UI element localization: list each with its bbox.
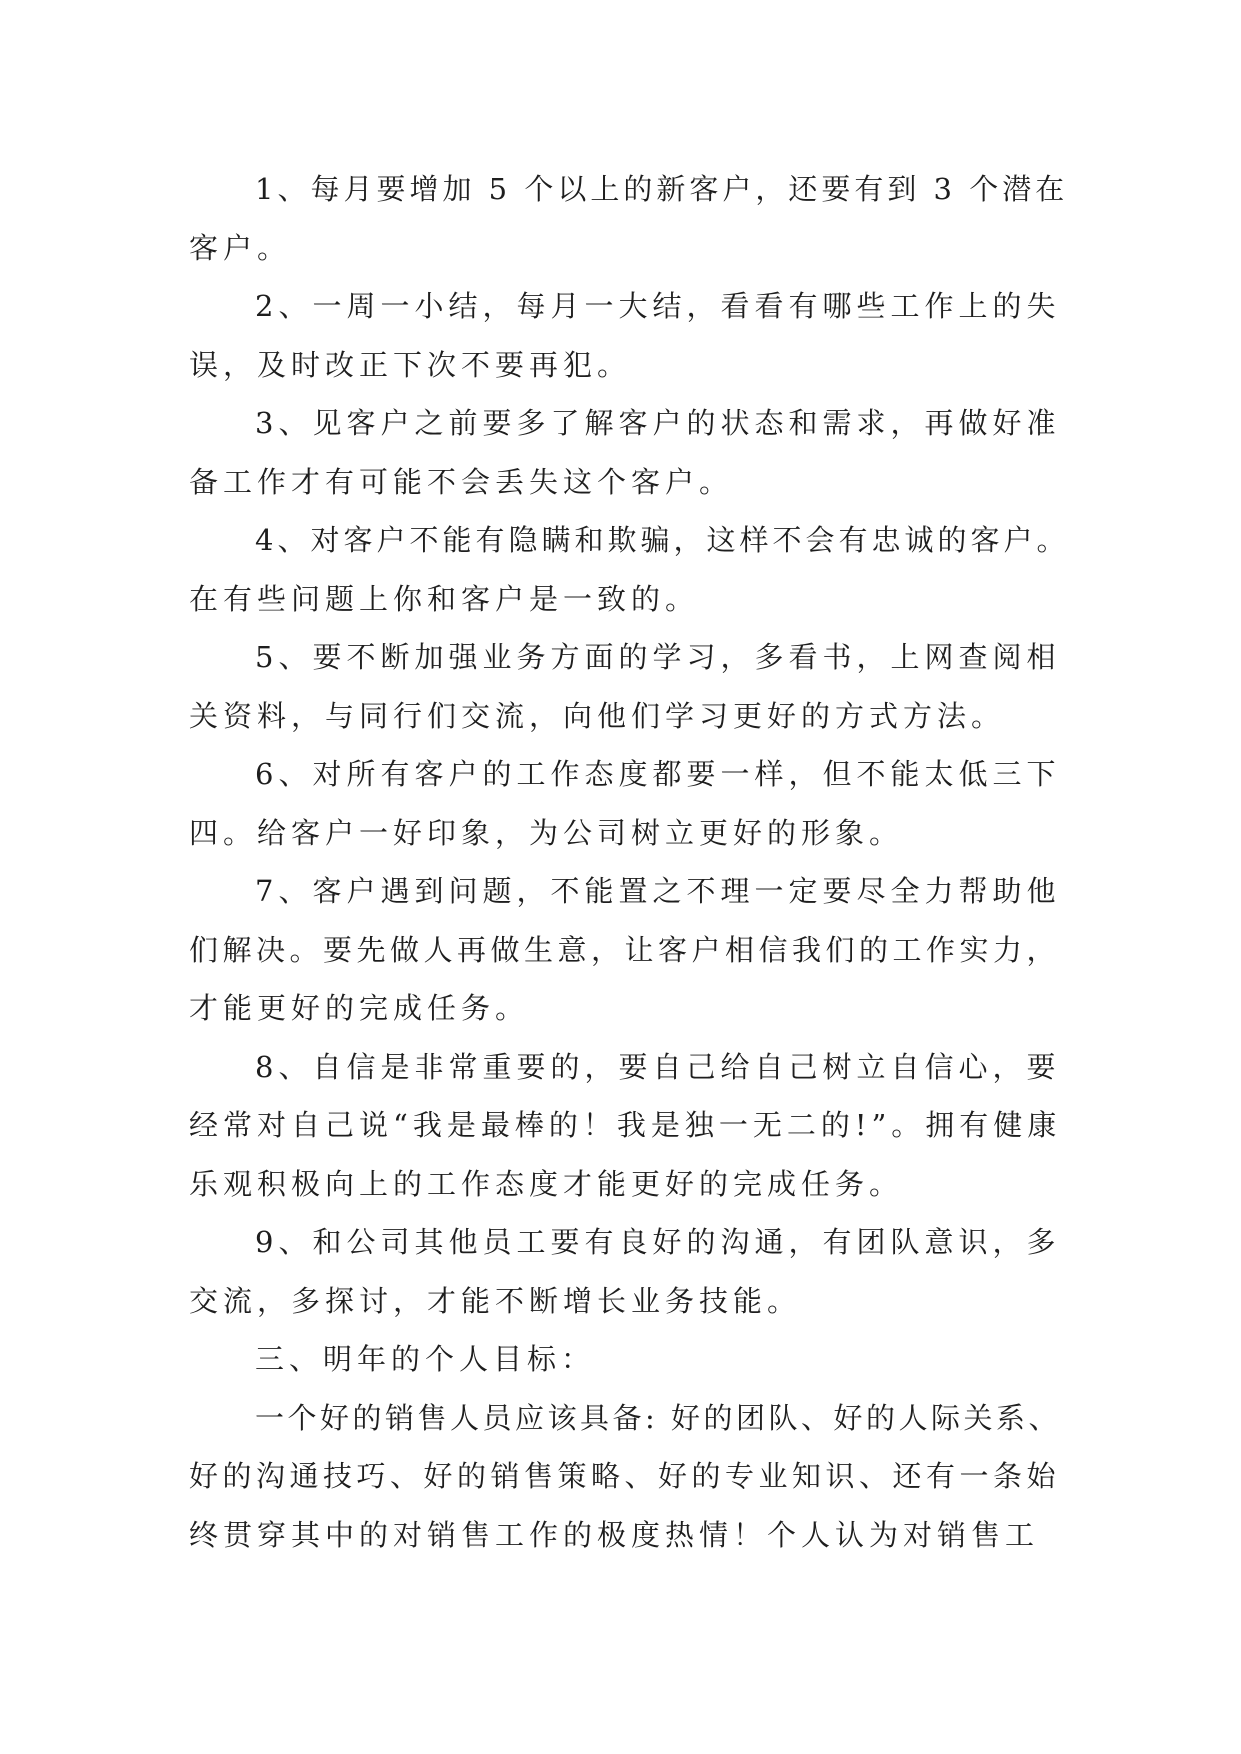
paragraph-line: 关资料，与同行们交流，向他们学习更好的方式方法。 xyxy=(189,698,1006,733)
paragraph-line: 8、自信是非常重要的，要自己给自己树立自信心，要 xyxy=(255,1049,1061,1084)
paragraph-line: 经常对自己说“我是最棒的！我是独一无二的!”。拥有健康 xyxy=(189,1108,1062,1142)
paragraph-item-4 xyxy=(189,511,1069,628)
paragraph-item-1 xyxy=(189,160,1069,277)
paragraph-item-9 xyxy=(189,1213,1069,1330)
paragraph-item-5 xyxy=(189,628,1069,745)
paragraph-line: 四。给客户一好印象，为公司树立更好的形象。 xyxy=(189,815,904,850)
paragraph-item-7 xyxy=(189,862,1069,1038)
paragraph-line: 备工作才有可能不会丢失这个客户。 xyxy=(189,464,734,499)
paragraph-line: 误，及时改正下次不要再犯。 xyxy=(189,347,632,382)
paragraph-line: 1、每月要增加 5 个以上的新客户，还要有到 3 个潜在 xyxy=(255,172,1069,206)
paragraph-qualities xyxy=(189,1389,1069,1565)
paragraph-line: 5、要不断加强业务方面的学习，多看书，上网查阅相 xyxy=(255,640,1061,674)
paragraph-item-6 xyxy=(189,745,1069,862)
paragraph-line: 9、和公司其他员工要有良好的沟通，有团队意识，多 xyxy=(255,1225,1061,1259)
paragraph-line: 7、客户遇到问题，不能置之不理一定要尽全力帮助他 xyxy=(255,874,1061,908)
paragraph-line: 才能更好的完成任务。 xyxy=(189,991,530,1025)
paragraph-line: 乐观积极向上的工作态度才能更好的完成任务。 xyxy=(189,1166,904,1201)
section-heading-goals xyxy=(189,1330,1069,1389)
section-heading-text: 三、明年的个人目标： xyxy=(255,1342,596,1376)
paragraph-line: 们解决。要先做人再做生意，让客户相信我们的工作实力， xyxy=(189,932,1061,967)
paragraph-line: 交流，多探讨，才能不断增长业务技能。 xyxy=(189,1283,802,1318)
paragraph-item-3 xyxy=(189,394,1069,511)
paragraph-line: 终贯穿其中的对销售工作的极度热情！个人认为对销售工 xyxy=(189,1517,1040,1552)
paragraph-item-2 xyxy=(189,277,1069,394)
paragraph-item-8 xyxy=(189,1038,1069,1214)
paragraph-line: 客户。 xyxy=(189,230,292,265)
paragraph-line: 4、对客户不能有隐瞒和欺骗，这样不会有忠诚的客户。 xyxy=(255,523,1070,557)
paragraph-line: 在有些问题上你和客户是一致的。 xyxy=(189,581,700,616)
paragraph-line: 3、见客户之前要多了解客户的状态和需求，再做好准 xyxy=(255,406,1061,440)
document-body xyxy=(189,160,1069,1564)
paragraph-line: 一个好的销售人员应该具备: 好的团队、好的人际关系、 xyxy=(255,1400,1061,1435)
paragraph-line: 好的沟通技巧、好的销售策略、好的专业知识、还有一条始 xyxy=(189,1459,1061,1493)
paragraph-line: 6、对所有客户的工作态度都要一样，但不能太低三下 xyxy=(255,757,1061,791)
paragraph-line: 2、一周一小结，每月一大结，看看有哪些工作上的失 xyxy=(255,289,1061,323)
